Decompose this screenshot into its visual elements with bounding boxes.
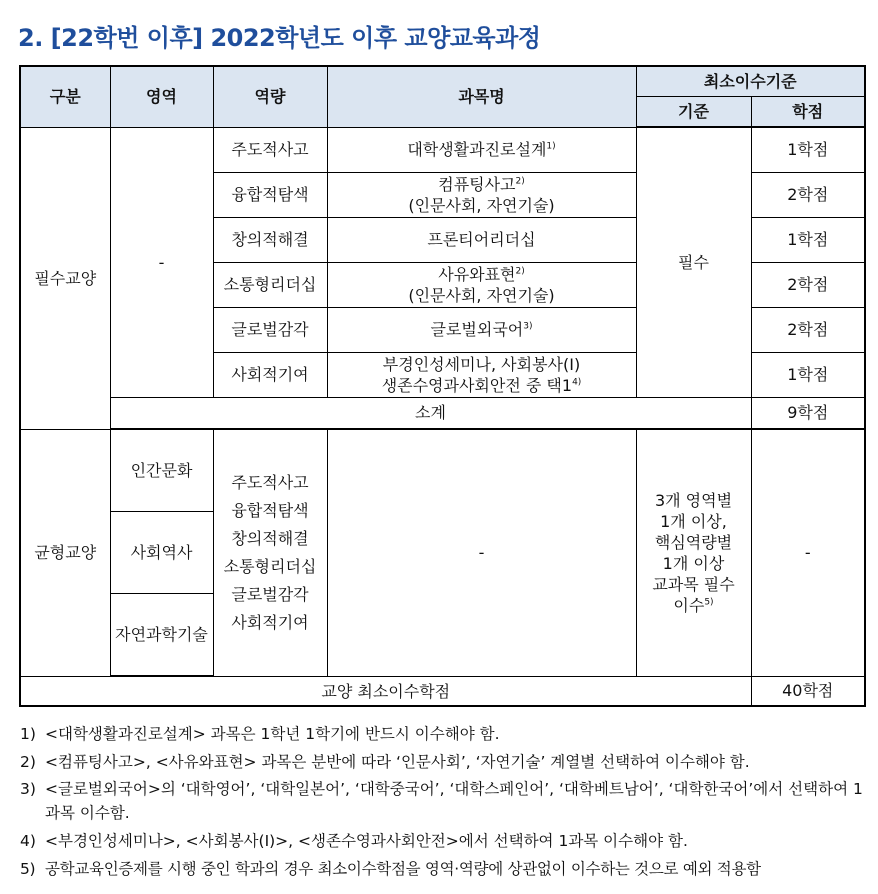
footnote: 3) <글로벌외국어>의 ‘대학영어’, ‘대학일본어’, ‘대학중국어’, ‘대학스페인어’, ‘대학베트남어’, ‘대학한국어’에서 선택하여 1과목 이수함.: [20, 780, 863, 822]
curriculum-table: [19, 65, 866, 707]
footnote: 4) <부경인성세미나>, <사회봉사(Ⅰ)>, <생존수영과사회안전>에서 선택하여 1과목 이수해야 함.: [20, 832, 688, 850]
balanced-area: 사회역사: [110, 511, 213, 593]
credit-cell: 1학점: [751, 352, 865, 397]
credit-cell: 1학점: [751, 217, 865, 262]
subtotal-credit: 9학점: [751, 397, 865, 429]
balanced-area: 자연과학기술: [110, 593, 213, 676]
course-cell: 부경인성세미나, 사회봉사(Ⅰ) 생존수영과사회안전 중 택1$^{4)}$: [327, 352, 636, 397]
required-area: -: [110, 127, 213, 397]
course-cell: 대학생활과진로설계$^{1)}$: [327, 127, 636, 172]
header-min-req: 최소이수기준: [636, 66, 865, 96]
balanced-category: 균형교양: [20, 429, 110, 676]
subtotal-label: 소계: [110, 397, 751, 429]
balanced-competencies: 주도적사고 융합적탐색 창의적해결 소통형리더십 글로벌감각 사회적기여: [213, 429, 327, 676]
competency-cell: 창의적해결: [213, 217, 327, 262]
balanced-standard: 3개 영역별 1개 이상, 핵심역량별 1개 이상 교과목 필수 이수$^{5)}$: [636, 429, 751, 676]
required-category: 필수교양: [20, 127, 110, 429]
page-title: 2. [22학번 이후] 2022학년도 이후 교양교육과정: [18, 24, 541, 52]
competency-cell: 사회적기여: [213, 352, 327, 397]
balanced-area: 인간문화: [110, 429, 213, 511]
course-cell: 프론티어리더십: [327, 217, 636, 262]
footnote: 1) <대학생활과진로설계> 과목은 1학년 1학기에 반드시 이수해야 함.: [20, 725, 500, 743]
total-credit: 40학점: [751, 676, 865, 706]
credit-cell: 2학점: [751, 307, 865, 352]
header-course: 과목명: [327, 66, 636, 127]
credit-cell: 2학점: [751, 172, 865, 217]
header-area: 영역: [110, 66, 213, 127]
credit-cell: 2학점: [751, 262, 865, 307]
header-competency: 역량: [213, 66, 327, 127]
balanced-credit: -: [751, 429, 865, 676]
required-standard: 필수: [636, 127, 751, 397]
header-standard: 기준: [636, 96, 751, 127]
course-cell: 컴퓨팅사고$^{2)}$ (인문사회, 자연기술): [327, 172, 636, 217]
competency-cell: 글로벌감각: [213, 307, 327, 352]
course-cell: 글로벌외국어$^{3)}$: [327, 307, 636, 352]
footnote: 2) <컴퓨팅사고>, <사유와표현> 과목은 분반에 따라 ‘인문사회’, ‘자연기술’ 계열별 선택하여 이수해야 함.: [20, 753, 750, 771]
footnotes: [20, 722, 870, 881]
total-label: 교양 최소이수학점: [20, 676, 751, 706]
competency-cell: 소통형리더십: [213, 262, 327, 307]
competency-cell: 주도적사고: [213, 127, 327, 172]
footnote: 5) 공학교육인증제를 시행 중인 학과의 경우 최소이수학점을 영역·역량에 상관없이 이수하는 것으로 예외 적용함: [20, 860, 761, 878]
balanced-course: -: [327, 429, 636, 676]
credit-cell: 1학점: [751, 127, 865, 172]
header-category: 구분: [20, 66, 110, 127]
course-cell: 사유와표현$^{2)}$ (인문사회, 자연기술): [327, 262, 636, 307]
competency-cell: 융합적탐색: [213, 172, 327, 217]
header-credit: 학점: [751, 96, 865, 127]
